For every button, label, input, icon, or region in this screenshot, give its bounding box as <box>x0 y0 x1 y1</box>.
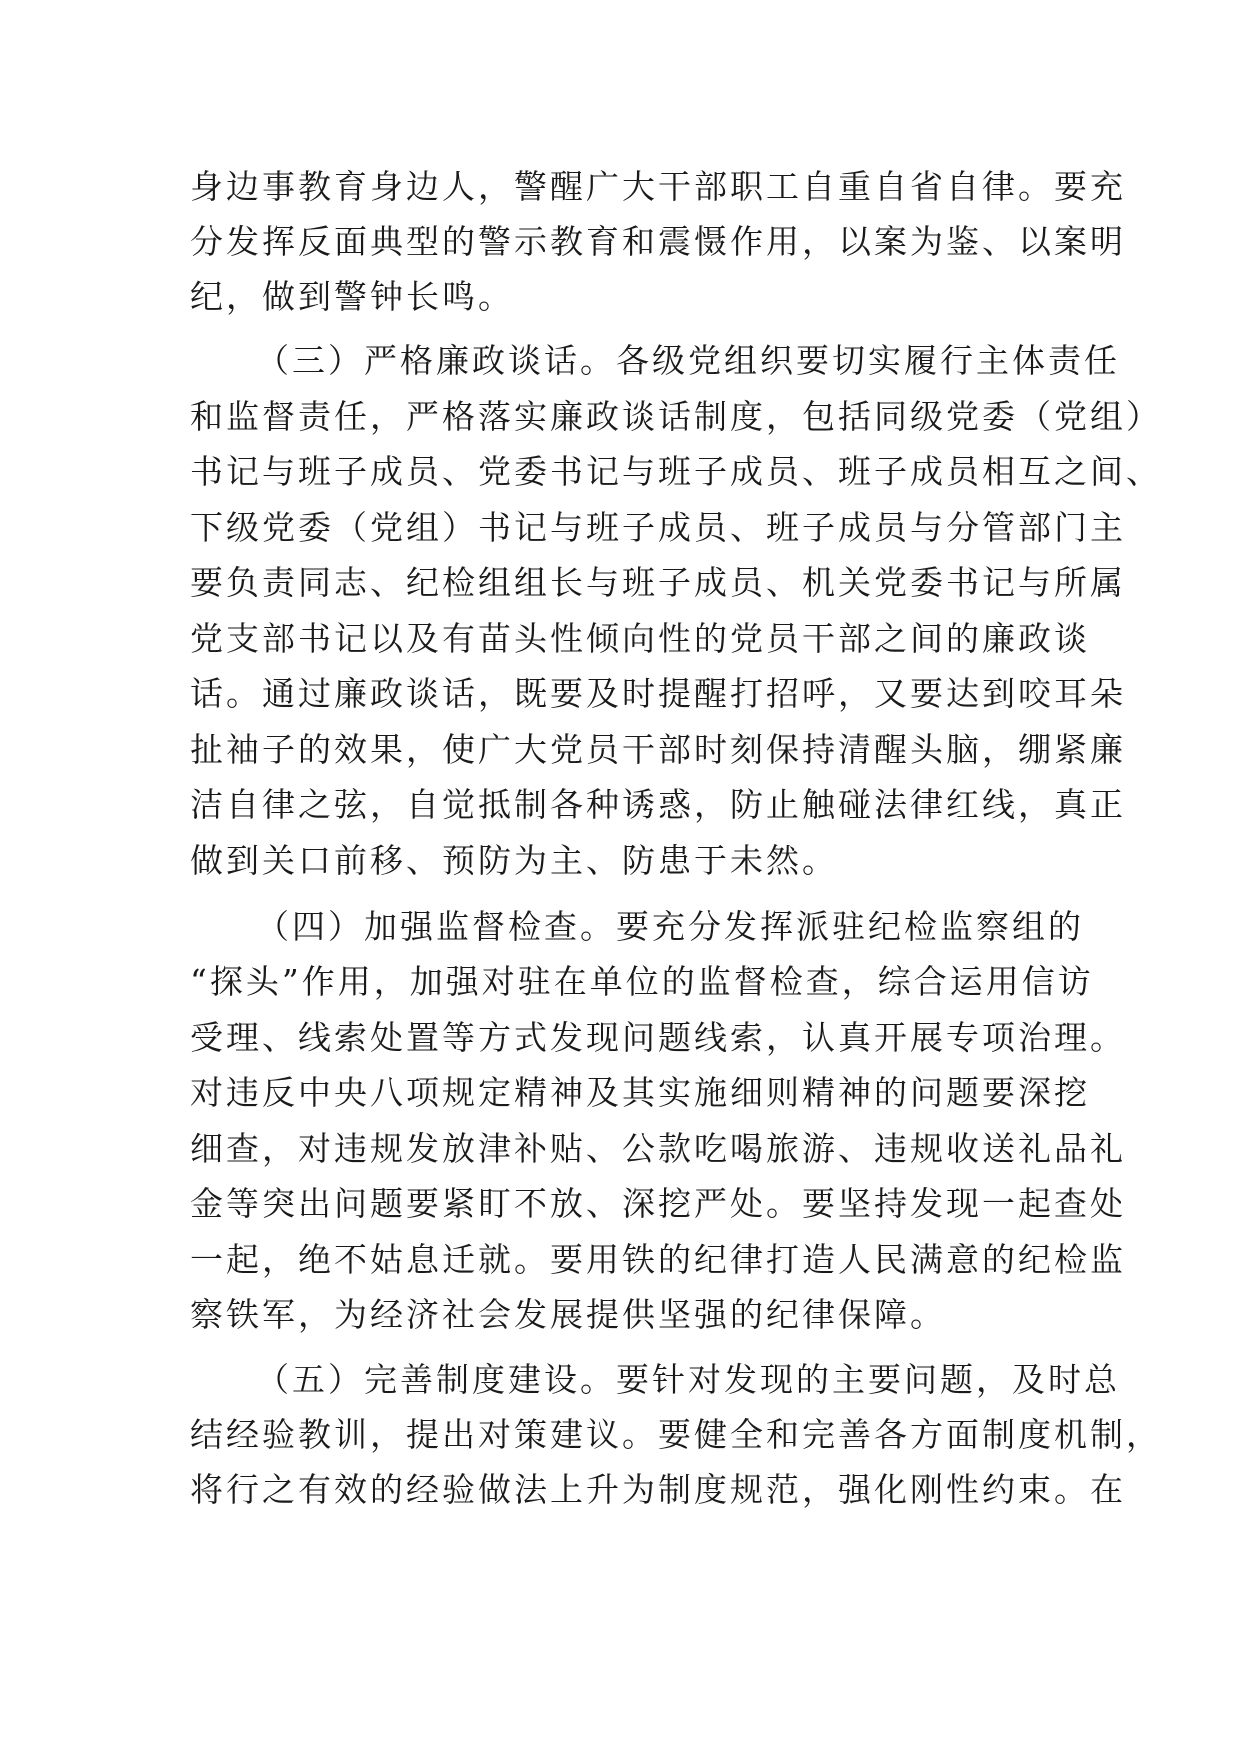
text-line: 将行之有效的经验做法上升为制度规范，强化刚性约束。在 <box>190 1470 1126 1509</box>
text-line: 做到关口前移、预防为主、防患于未然。 <box>190 841 838 880</box>
text-line: 纪，做到警钟长鸣。 <box>190 277 514 316</box>
text-line: 要负责同志、纪检组组长与班子成员、机关党委书记与所属 <box>190 563 1126 602</box>
section-heading-5: （五）完善制度建设。要针对发现的主要问题，及时总 <box>256 1360 1120 1399</box>
section-heading-4: （四）加强监督检查。要充分发挥派驻纪检监察组的 <box>256 907 1084 946</box>
text-line: 结经验教训，提出对策建议。要健全和完善各方面制度机制， <box>190 1415 1162 1454</box>
text-line: 书记与班子成员、党委书记与班子成员、班子成员相互之间、 <box>190 452 1162 491</box>
text-line: 身边事教育身边人，警醒广大干部职工自重自省自律。要充 <box>190 167 1126 206</box>
text-line: 下级党委（党组）书记与班子成员、班子成员与分管部门主 <box>190 508 1126 547</box>
text-line: 和监督责任，严格落实廉政谈话制度，包括同级党委（党组） <box>190 397 1162 436</box>
text-line: 细查，对违规发放津补贴、公款吃喝旅游、违规收送礼品礼 <box>190 1129 1126 1168</box>
text-line: 扯袖子的效果，使广大党员干部时刻保持清醒头脑，绷紧廉 <box>190 730 1126 769</box>
text-line: “探头”作用，加强对驻在单位的监督检查，综合运用信访 <box>190 962 1094 1001</box>
text-line: 党支部书记以及有苗头性倾向性的党员干部之间的廉政谈 <box>190 619 1090 658</box>
section-heading-3: （三）严格廉政谈话。各级党组织要切实履行主体责任 <box>256 341 1120 380</box>
text-line: 洁自律之弦，自觉抵制各种诱惑，防止触碰法律红线，真正 <box>190 785 1126 824</box>
text-line: 分发挥反面典型的警示教育和震慑作用，以案为鉴、以案明 <box>190 222 1126 261</box>
text-line: 话。通过廉政谈话，既要及时提醒打招呼，又要达到咬耳朵 <box>190 674 1126 713</box>
text-line: 受理、线索处置等方式发现问题线索，认真开展专项治理。 <box>190 1018 1126 1057</box>
text-line: 对违反中央八项规定精神及其实施细则精神的问题要深挖 <box>190 1073 1090 1112</box>
text-line: 察铁军，为经济社会发展提供坚强的纪律保障。 <box>190 1295 946 1334</box>
text-line: 一起，绝不姑息迁就。要用铁的纪律打造人民满意的纪检监 <box>190 1240 1126 1279</box>
text-line: 金等突出问题要紧盯不放、深挖严处。要坚持发现一起查处 <box>190 1184 1126 1223</box>
